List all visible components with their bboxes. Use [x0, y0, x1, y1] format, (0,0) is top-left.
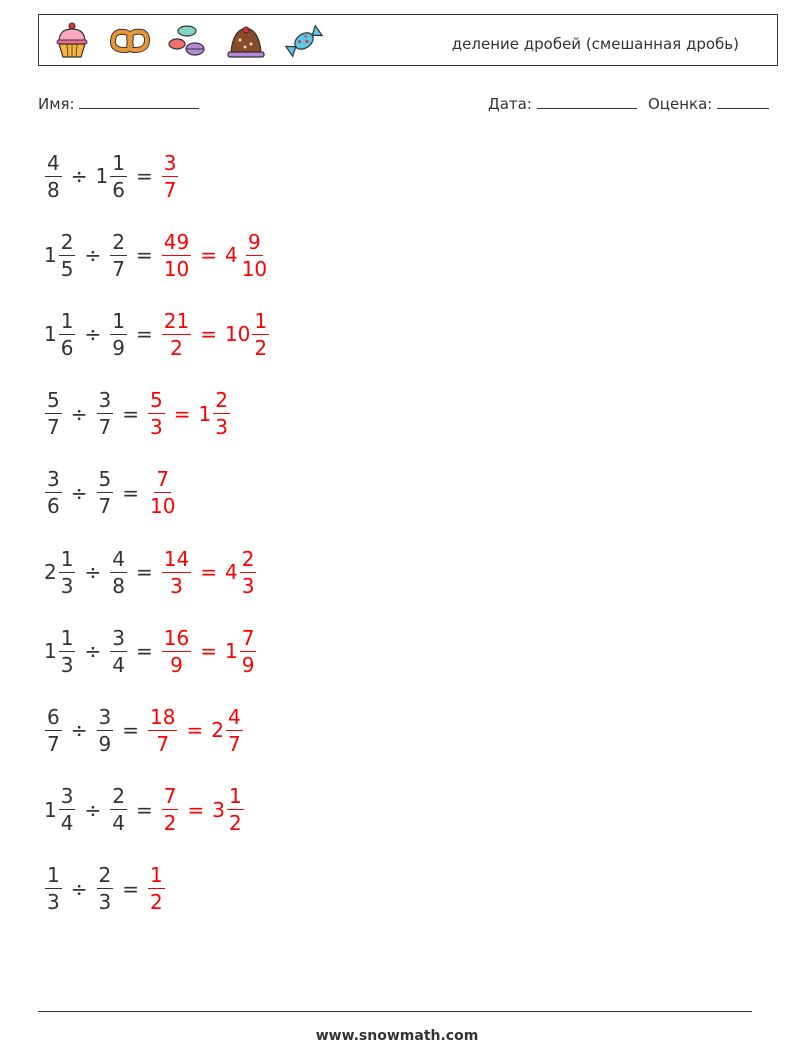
fraction: [45, 704, 62, 756]
numerator: 1: [150, 863, 163, 888]
problem-row: [44, 780, 245, 840]
numerator: 1: [254, 308, 268, 333]
dividend: [44, 388, 63, 440]
denominator: 7: [227, 731, 241, 756]
answer-mixed-number: [224, 229, 270, 281]
denominator: 4: [112, 811, 125, 836]
answer-mixed-number: [211, 704, 243, 756]
divide-sign: ÷: [70, 718, 88, 743]
numerator: 4: [112, 546, 125, 571]
equals-sign: =: [200, 322, 217, 347]
answer-mixed-number: [224, 546, 257, 598]
fraction: [45, 150, 62, 202]
numerator: 5: [150, 388, 163, 413]
fraction: [148, 388, 165, 440]
denominator: 7: [47, 731, 60, 756]
problem-row: [44, 384, 231, 444]
denominator: 7: [163, 177, 177, 202]
divisor: [96, 388, 115, 440]
name-blank[interactable]: [79, 94, 199, 109]
footer-url: www.snowmath.com: [315, 1028, 479, 1044]
denominator: 3: [47, 890, 60, 915]
equals-sign: =: [122, 718, 139, 743]
problem-row: [44, 304, 270, 364]
divisor: [109, 308, 128, 360]
fraction: [59, 546, 76, 598]
numerator: 9: [248, 229, 261, 254]
whole-part: 4: [224, 560, 238, 584]
equals-sign: =: [122, 480, 139, 505]
equals-sign: =: [135, 243, 153, 268]
divisor: [109, 229, 128, 281]
answer-fraction: [147, 704, 178, 756]
equals-sign: =: [135, 164, 153, 188]
grade-label: Оценка:: [648, 95, 713, 113]
problem-row: [44, 146, 179, 206]
denominator: 9: [170, 652, 183, 677]
answer-fraction: [161, 625, 192, 677]
numerator: 2: [241, 546, 255, 571]
denominator: 2: [170, 335, 183, 360]
fraction: [110, 625, 127, 677]
equals-sign: =: [187, 797, 205, 822]
answer-mixed-number: [198, 388, 231, 440]
dividend: [44, 625, 76, 677]
dividend: [44, 467, 63, 519]
numerator: 2: [112, 229, 125, 254]
divisor: [109, 625, 128, 677]
denominator: 8: [47, 177, 60, 202]
answer-fraction: [161, 784, 180, 836]
numerator: 2: [98, 863, 112, 888]
numerator: 4: [227, 704, 241, 729]
problem-row: [44, 700, 244, 760]
divide-sign: ÷: [84, 560, 102, 584]
whole-part: 1: [224, 639, 238, 664]
numerator: 4: [47, 150, 60, 175]
fraction: [59, 308, 76, 360]
numerator: 1: [47, 863, 60, 888]
answer-fraction: [147, 388, 166, 440]
numerator: 2: [215, 388, 228, 413]
answer-fraction: [161, 546, 192, 598]
divisor: [96, 704, 115, 756]
divide-sign: ÷: [70, 876, 88, 901]
fraction: [252, 308, 269, 360]
numerator: 16: [163, 625, 190, 650]
fraction: [162, 308, 191, 360]
problem-row: [44, 463, 178, 523]
footer-divider: [38, 1011, 752, 1012]
numerator: 1: [112, 150, 125, 175]
date-field: [488, 94, 637, 113]
fraction: [162, 784, 179, 836]
numerator: 1: [112, 308, 125, 333]
divisor: [96, 467, 115, 519]
answer: [147, 388, 231, 440]
denominator: 2: [163, 811, 177, 836]
whole-part: 1: [44, 243, 57, 268]
whole-part: 1: [198, 401, 212, 426]
numerator: 3: [60, 784, 74, 809]
dividend: [44, 784, 76, 836]
pretzel-icon: [105, 22, 155, 60]
denominator: 7: [47, 415, 60, 440]
name-label: Имя:: [38, 95, 75, 113]
numerator: 7: [163, 784, 177, 809]
numerator: 18: [150, 704, 176, 729]
fraction: [59, 625, 76, 677]
whole-part: 2: [44, 560, 57, 584]
fraction: [240, 546, 257, 598]
denominator: 4: [112, 652, 125, 677]
numerator: 2: [60, 229, 74, 254]
fraction: [148, 467, 177, 519]
fraction: [45, 388, 62, 440]
answer: [161, 229, 270, 281]
dividend: [44, 150, 63, 202]
numerator: 6: [47, 704, 60, 729]
dividend: [44, 229, 76, 281]
numerator: 5: [98, 467, 112, 492]
dividend: [44, 308, 76, 360]
denominator: 9: [241, 652, 255, 677]
denominator: 6: [47, 494, 60, 519]
whole-part: 4: [224, 243, 238, 268]
worksheet-title: деление дробей (смешанная дробь): [451, 35, 739, 53]
fraction: [45, 863, 62, 915]
date-blank[interactable]: [537, 94, 637, 109]
numerator: 2: [112, 784, 125, 809]
denominator: 7: [156, 731, 170, 756]
equals-sign: =: [135, 639, 153, 664]
equals-sign: =: [122, 401, 139, 426]
equals-sign: =: [122, 876, 139, 901]
grade-blank[interactable]: [717, 94, 769, 109]
numerator: 14: [163, 546, 190, 571]
numerator: 1: [228, 784, 242, 809]
header-icons: [47, 22, 329, 60]
denominator: 3: [170, 573, 183, 598]
denominator: 3: [60, 652, 74, 677]
whole-part: 1: [44, 797, 57, 822]
denominator: 7: [98, 494, 112, 519]
divide-sign: ÷: [70, 480, 88, 505]
denominator: 2: [228, 811, 242, 836]
denominator: 7: [98, 415, 112, 440]
denominator: 2: [254, 335, 268, 360]
answer-fraction: [161, 150, 180, 202]
fraction: [162, 625, 191, 677]
numerator: 3: [112, 625, 125, 650]
fraction: [97, 388, 114, 440]
whole-part: 1: [44, 639, 57, 664]
denominator: 2: [150, 890, 163, 915]
worksheet-header: [38, 14, 778, 66]
denominator: 3: [241, 573, 255, 598]
fraction: [59, 784, 76, 836]
answer: [161, 308, 270, 360]
divide-sign: ÷: [84, 322, 102, 347]
whole-part: 10: [224, 322, 251, 347]
numerator: 3: [47, 467, 60, 492]
answer-mixed-number: [224, 308, 270, 360]
fraction: [148, 704, 177, 756]
problem-row: [44, 859, 166, 919]
fraction: [162, 229, 191, 281]
name-field: [38, 94, 199, 113]
dividend: [44, 546, 76, 598]
denominator: 9: [98, 731, 112, 756]
chocolate-cake-icon: [221, 22, 271, 60]
fraction: [226, 704, 243, 756]
equals-sign: =: [200, 243, 217, 268]
fraction: [213, 388, 230, 440]
fraction: [110, 784, 127, 836]
fraction: [148, 863, 165, 915]
numerator: 49: [163, 229, 190, 254]
denominator: 3: [215, 415, 228, 440]
fraction: [240, 625, 257, 677]
macarons-icon: [163, 22, 213, 60]
denominator: 10: [150, 494, 176, 519]
numerator: 7: [156, 467, 170, 492]
date-label: Дата:: [488, 95, 532, 113]
numerator: 5: [47, 388, 60, 413]
answer: [147, 863, 166, 915]
answer: [161, 546, 258, 598]
fraction: [97, 863, 114, 915]
divisor: [95, 150, 128, 202]
denominator: 10: [241, 256, 268, 281]
denominator: 4: [60, 811, 74, 836]
fraction: [110, 546, 127, 598]
divisor: [109, 546, 128, 598]
equals-sign: =: [135, 797, 153, 822]
numerator: 3: [163, 150, 177, 175]
problem-row: [44, 621, 257, 681]
denominator: 3: [98, 890, 112, 915]
denominator: 10: [163, 256, 190, 281]
whole-part: 1: [95, 164, 109, 188]
whole-part: 2: [211, 718, 224, 743]
fraction: [162, 150, 179, 202]
grade-field: [648, 94, 769, 113]
numerator: 21: [163, 308, 190, 333]
divide-sign: ÷: [84, 243, 102, 268]
answer: [147, 467, 178, 519]
denominator: 9: [112, 335, 125, 360]
fraction: [97, 704, 114, 756]
whole-part: 3: [212, 797, 225, 822]
divide-sign: ÷: [70, 164, 88, 188]
numerator: 3: [98, 704, 112, 729]
answer: [161, 150, 180, 202]
problem-row: [44, 542, 257, 602]
answer-fraction: [147, 863, 166, 915]
denominator: 3: [60, 573, 74, 598]
fraction: [110, 150, 127, 202]
answer-mixed-number: [224, 625, 257, 677]
divisor: [96, 863, 115, 915]
numerator: 1: [60, 625, 74, 650]
denominator: 6: [60, 335, 74, 360]
answer-fraction: [161, 229, 192, 281]
fraction: [227, 784, 244, 836]
dividend: [44, 704, 63, 756]
fraction: [97, 467, 114, 519]
cupcake-icon: [47, 22, 97, 60]
equals-sign: =: [135, 322, 153, 347]
equals-sign: =: [200, 639, 217, 664]
equals-sign: =: [186, 718, 204, 743]
denominator: 5: [60, 256, 74, 281]
candy-icon: [279, 22, 329, 60]
denominator: 7: [112, 256, 125, 281]
answer-fraction: [147, 467, 178, 519]
denominator: 8: [112, 573, 125, 598]
denominator: 6: [112, 177, 125, 202]
fraction: [110, 308, 127, 360]
fraction: [240, 229, 269, 281]
numerator: 1: [60, 546, 74, 571]
dividend: [44, 863, 63, 915]
fraction: [110, 229, 127, 281]
answer: [161, 625, 258, 677]
denominator: 3: [150, 415, 163, 440]
numerator: 3: [98, 388, 112, 413]
divide-sign: ÷: [84, 639, 102, 664]
divisor: [109, 784, 128, 836]
equals-sign: =: [200, 560, 217, 584]
fraction: [162, 546, 191, 598]
answer-fraction: [161, 308, 192, 360]
divide-sign: ÷: [84, 797, 102, 822]
fraction: [45, 467, 62, 519]
equals-sign: =: [135, 560, 153, 584]
answer: [161, 784, 245, 836]
numerator: 7: [241, 625, 255, 650]
divide-sign: ÷: [70, 401, 88, 426]
fraction: [59, 229, 76, 281]
answer-mixed-number: [212, 784, 244, 836]
numerator: 1: [60, 308, 74, 333]
problem-row: [44, 225, 270, 285]
answer: [147, 704, 244, 756]
equals-sign: =: [173, 401, 191, 426]
whole-part: 1: [44, 322, 57, 347]
